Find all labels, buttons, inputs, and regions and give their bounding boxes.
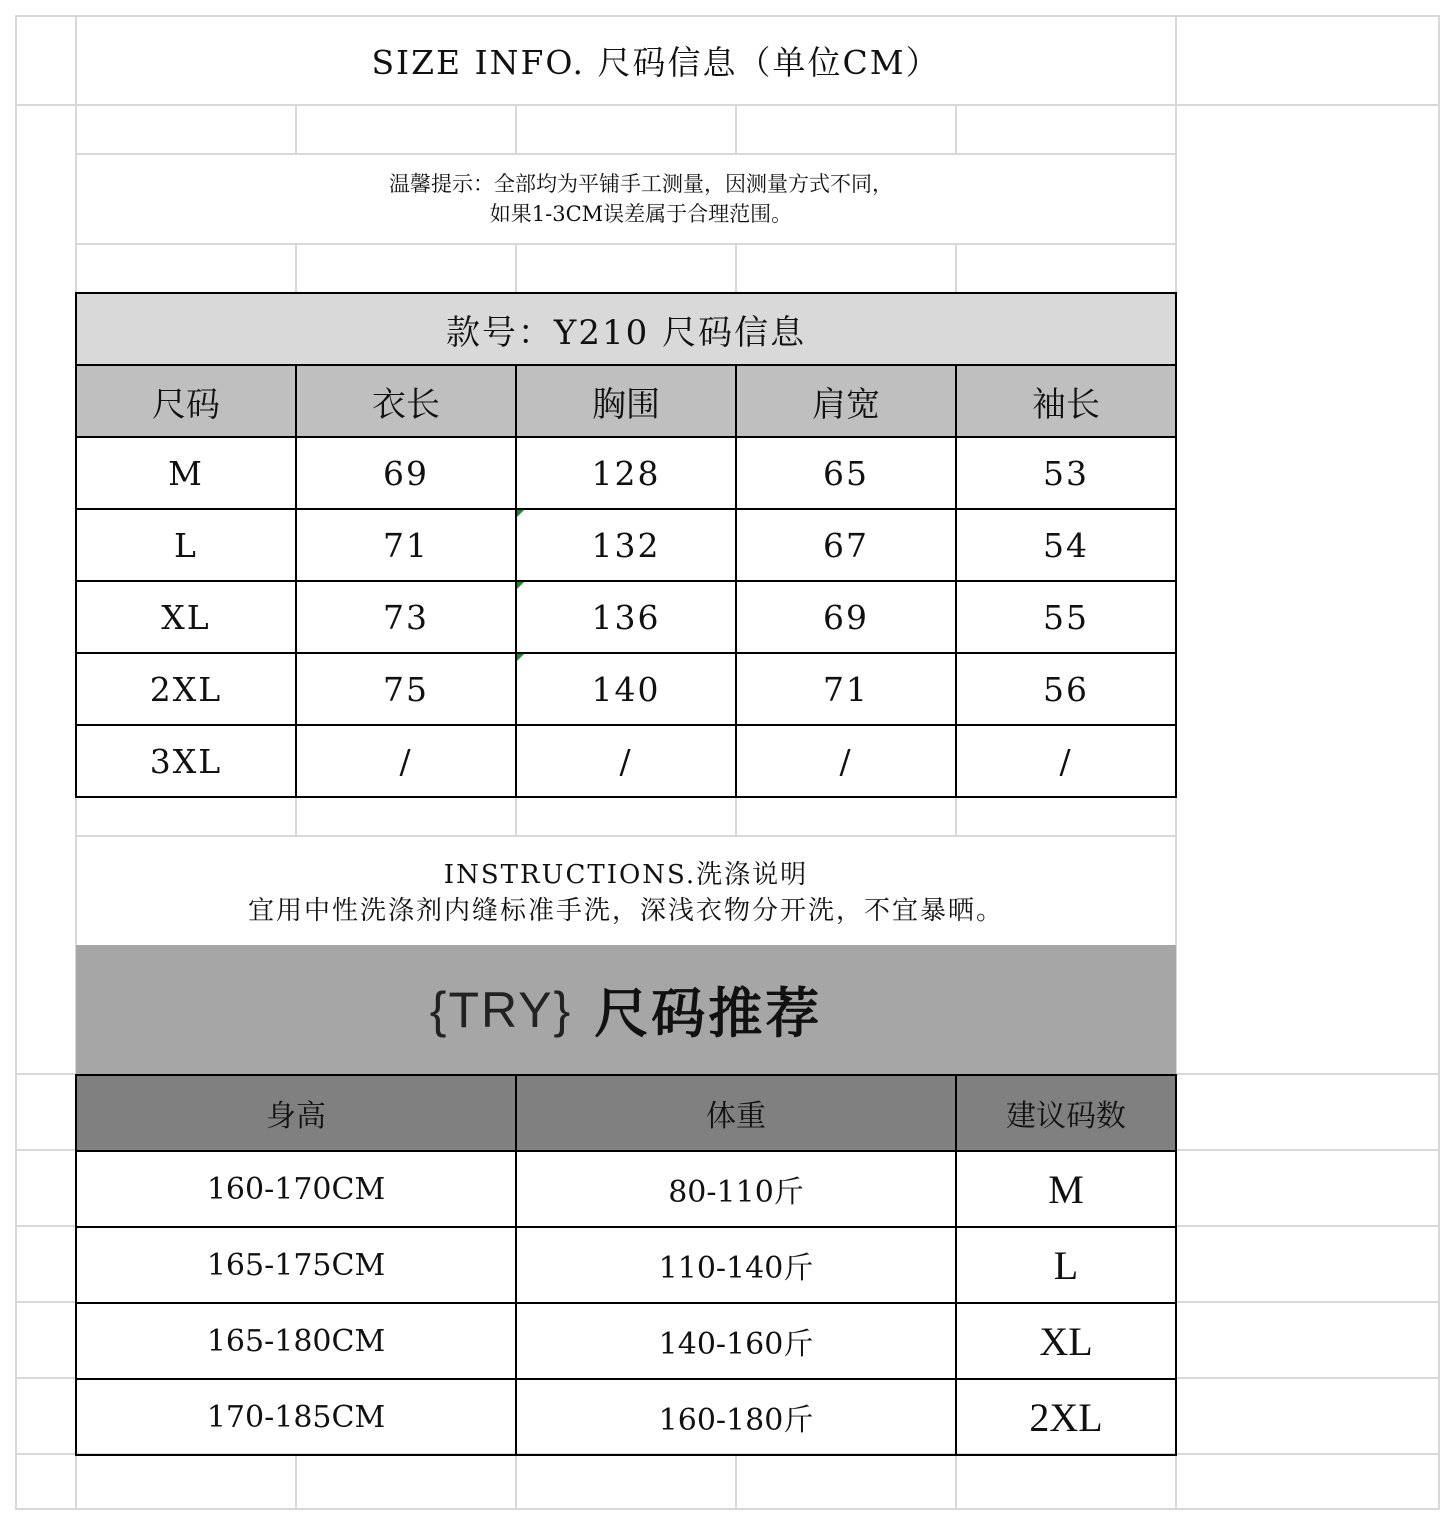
header-suggested-size: 建议码数: [956, 1075, 1176, 1151]
table-row: [76, 581, 1176, 653]
gridline: [1176, 1149, 1440, 1151]
table-row: [76, 725, 1176, 797]
gridline: [955, 796, 957, 836]
cell-length: 73: [296, 581, 516, 653]
instructions-text: 宜用中性洗涤剂内缝标准手洗，深浅衣物分开洗，不宜暴晒。: [247, 896, 1004, 926]
cell-height: 170-185CM: [76, 1379, 516, 1455]
try-label: {TRY}: [429, 981, 573, 1038]
gridline: [735, 796, 737, 836]
header-length: 衣长: [296, 365, 516, 437]
header-chest: 胸围: [516, 365, 736, 437]
cell-weight: 160-180斤: [516, 1379, 956, 1455]
cell-sleeve: 55: [956, 581, 1176, 653]
gridline: [15, 104, 1440, 106]
cell-suggested-size: M: [956, 1151, 1176, 1227]
header-sleeve: 袖长: [956, 365, 1176, 437]
header-shoulder: 肩宽: [736, 365, 956, 437]
gridline: [955, 243, 957, 293]
comment-marker[interactable]: [517, 654, 524, 661]
table-row: [76, 1151, 1176, 1227]
cell-chest: 128: [516, 437, 736, 509]
gridline: [15, 1301, 75, 1303]
cell-shoulder: /: [736, 725, 956, 797]
cell-suggested-size: XL: [956, 1303, 1176, 1379]
washing-instructions: [77, 837, 1175, 945]
notice-line-1: 温馨提示：全部均为平铺手工测量，因测量方式不同，: [389, 172, 893, 196]
gridline: [15, 1225, 75, 1227]
cell-sleeve: 53: [956, 437, 1176, 509]
cell-size: 3XL: [76, 725, 296, 797]
notice-line-2: 如果1-3CM误差属于合理范围。: [489, 202, 793, 226]
gridline: [735, 1454, 737, 1510]
gridline: [295, 796, 297, 836]
gridline: [75, 243, 1176, 245]
gridline: [515, 243, 517, 293]
gridline: [1176, 1377, 1440, 1379]
table-row: [76, 437, 1176, 509]
cell-shoulder: 65: [736, 437, 956, 509]
gridline: [15, 1377, 75, 1379]
table-row: [76, 1227, 1176, 1303]
table-row: [76, 1379, 1176, 1455]
recommend-banner: [76, 945, 1176, 1074]
cell-length: 71: [296, 509, 516, 581]
size-table-title: 款号：Y210 尺码信息: [76, 293, 1176, 365]
cell-shoulder: 71: [736, 653, 956, 725]
gridline: [735, 243, 737, 293]
cell-size: XL: [76, 581, 296, 653]
cell-chest: 132: [516, 509, 736, 581]
cell-shoulder: 69: [736, 581, 956, 653]
cell-shoulder: 67: [736, 509, 956, 581]
header-weight: 体重: [516, 1075, 956, 1151]
table-row: [76, 653, 1176, 725]
recommend-table: [75, 1074, 1177, 1456]
page-title: SIZE INFO. 尺码信息（单位CM）: [371, 43, 941, 82]
cell-length: 69: [296, 437, 516, 509]
cell-suggested-size: L: [956, 1227, 1176, 1303]
measurement-notice: [77, 155, 1175, 243]
cell-sleeve: /: [956, 725, 1176, 797]
cell-size: 2XL: [76, 653, 296, 725]
cell-chest: /: [516, 725, 736, 797]
gridline: [15, 1508, 1440, 1510]
table-row: [76, 509, 1176, 581]
size-table: [75, 292, 1177, 798]
cell-size: L: [76, 509, 296, 581]
cell-sleeve: 54: [956, 509, 1176, 581]
header-height: 身高: [76, 1075, 516, 1151]
cell-height: 165-175CM: [76, 1227, 516, 1303]
gridline: [955, 104, 957, 154]
gridline: [15, 15, 17, 1510]
cell-weight: 110-140斤: [516, 1227, 956, 1303]
cell-length: /: [296, 725, 516, 797]
cell-length: 75: [296, 653, 516, 725]
cell-height: 160-170CM: [76, 1151, 516, 1227]
gridline: [955, 1454, 957, 1510]
cell-weight: 80-110斤: [516, 1151, 956, 1227]
cell-suggested-size: 2XL: [956, 1379, 1176, 1455]
gridline: [515, 1454, 517, 1510]
cell-chest: 140: [516, 653, 736, 725]
gridline: [735, 104, 737, 154]
table-row: [76, 1303, 1176, 1379]
gridline: [515, 104, 517, 154]
cell-chest: 136: [516, 581, 736, 653]
gridline: [295, 1454, 297, 1510]
gridline: [1176, 1301, 1440, 1303]
cell-weight: 140-160斤: [516, 1303, 956, 1379]
gridline: [1176, 1225, 1440, 1227]
instructions-title: INSTRUCTIONS.洗涤说明: [443, 860, 809, 890]
cell-size: M: [76, 437, 296, 509]
gridline: [515, 796, 517, 836]
recommend-title: 尺码推荐: [594, 982, 823, 1045]
cell-sleeve: 56: [956, 653, 1176, 725]
gridline: [295, 104, 297, 154]
comment-marker[interactable]: [517, 510, 524, 517]
header-size: 尺码: [76, 365, 296, 437]
gridline: [15, 1149, 75, 1151]
gridline: [1438, 15, 1440, 1510]
cell-height: 165-180CM: [76, 1303, 516, 1379]
comment-marker[interactable]: [517, 582, 524, 589]
gridline: [295, 243, 297, 293]
